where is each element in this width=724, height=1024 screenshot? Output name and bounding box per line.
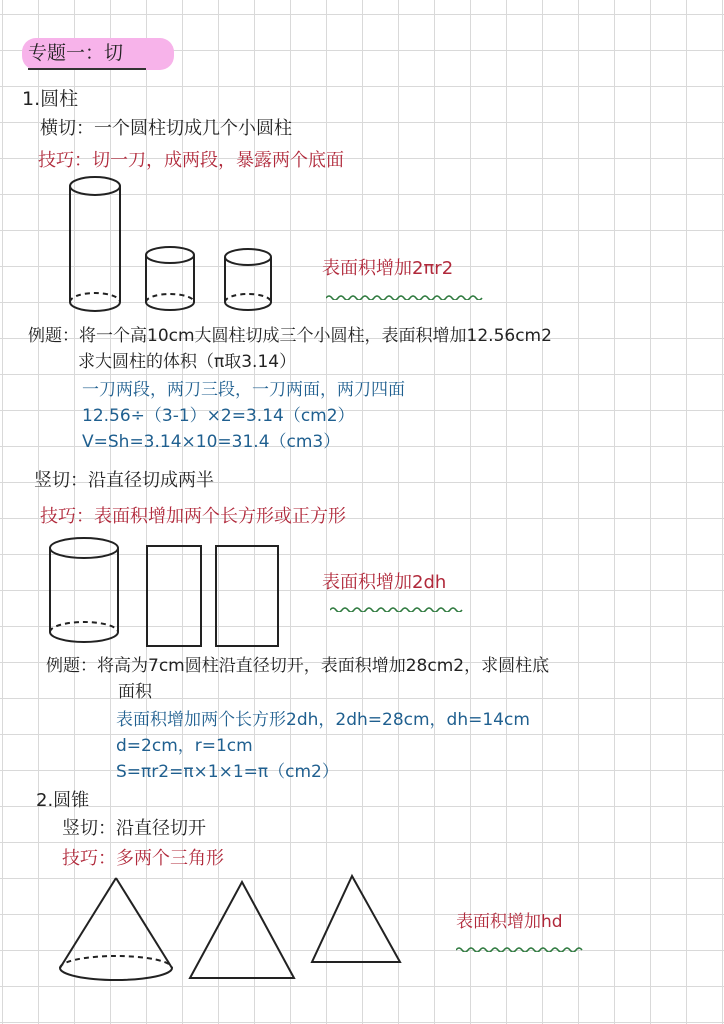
cylinder-horizontal-cut-tip: 技巧：切一刀，成两段，暴露两个底面	[38, 150, 344, 171]
cone-vertical-cut-label: 竖切：沿直径切开	[62, 818, 206, 839]
cut-triangle-1	[190, 882, 294, 978]
example2-question-line2: 面积	[118, 682, 152, 702]
cylinder-vertical-cut-diagram	[48, 534, 288, 654]
cone-base	[60, 968, 172, 980]
result-underline-wave	[456, 946, 586, 952]
cone-vertical-cut-tip: 技巧：多两个三角形	[62, 848, 224, 869]
example2-solution-line3: S=πr2=π×1×1=π（cm2）	[116, 762, 339, 782]
small-cylinder-1-top	[146, 247, 194, 263]
cylinder-vertical-cut-label: 竖切：沿直径切成两半	[34, 470, 214, 491]
example1-solution-line1: 一刀两段，两刀三段，一刀两面，两刀四面	[82, 380, 405, 400]
cone-vertical-cut-result: 表面积增加hd	[456, 912, 563, 932]
cone-cut-diagram	[56, 872, 416, 984]
tall-cylinder-top	[70, 177, 120, 195]
example2-solution-line1: 表面积增加两个长方形2dh，2dh=28cm，dh=14cm	[116, 710, 530, 730]
small-cylinder-2-top	[225, 249, 271, 265]
cylinder-horizontal-cut-result: 表面积增加2πr2	[322, 258, 454, 279]
section-heading-cylinder: 1.圆柱	[22, 88, 79, 110]
example1-question-line1: 例题：将一个高10cm大圆柱切成三个小圆柱，表面积增加12.56cm2	[28, 326, 552, 346]
example1-question-line2: 求大圆柱的体积（π取3.14）	[78, 352, 297, 372]
cylinder-vertical-cut-result: 表面积增加2dh	[322, 572, 447, 593]
example2-solution-line2: d=2cm，r=1cm	[116, 736, 253, 756]
example1-solution-line3: V=Sh=3.14×10=31.4（cm3）	[82, 432, 341, 452]
page-title: 专题一：切	[28, 42, 124, 64]
cylinder-top	[50, 538, 118, 558]
example1-solution-line2: 12.56÷（3-1）×2=3.14（cm2）	[82, 406, 355, 426]
section-heading-cone: 2.圆锥	[36, 790, 90, 811]
result-underline-wave	[330, 606, 466, 612]
result-underline-wave	[326, 294, 486, 300]
cut-triangle-2	[312, 876, 400, 962]
cylinder-horizontal-cut-label: 横切：一个圆柱切成几个小圆柱	[40, 118, 292, 139]
example2-question-line1: 例题：将高为7cm圆柱沿直径切开，表面积增加28cm2，求圆柱底	[46, 656, 550, 676]
cylinder-cut-diagram	[60, 172, 300, 318]
cut-rectangle-1	[147, 546, 201, 646]
cylinder-vertical-cut-tip: 技巧：表面积增加两个长方形或正方形	[40, 506, 346, 527]
title-underline	[28, 68, 146, 70]
cut-rectangle-2	[216, 546, 278, 646]
